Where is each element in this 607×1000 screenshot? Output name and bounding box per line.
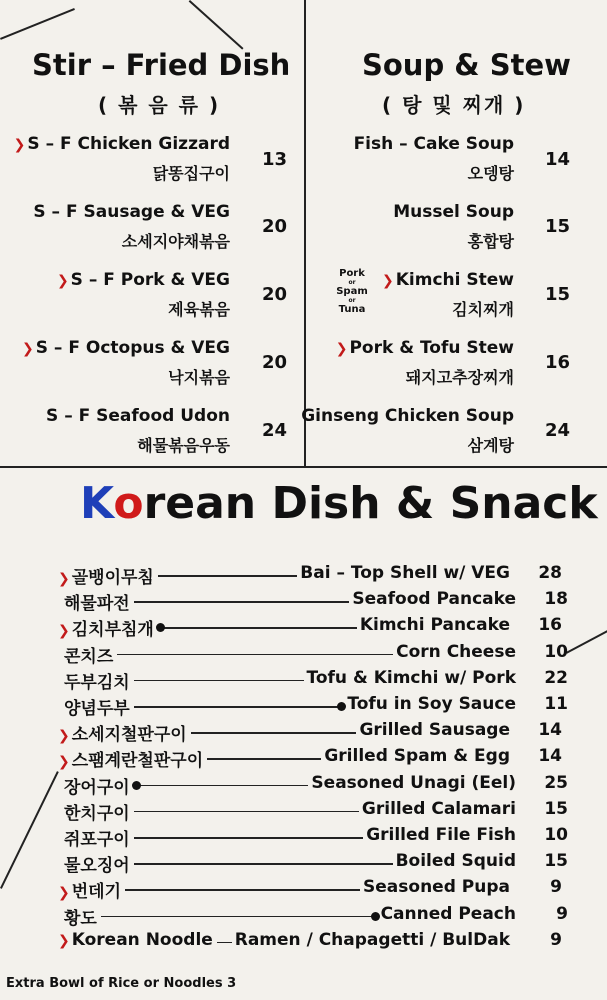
leader-line	[158, 575, 297, 577]
chili-pepper-icon: ❯	[56, 273, 69, 289]
item-english-name: Seafood Pancake	[352, 589, 516, 610]
chili-pepper-icon: ❯	[58, 571, 70, 587]
item-price: 11	[544, 694, 568, 714]
item-korean-name: ❯ 골뱅이무침	[58, 568, 154, 588]
kimchi-stew-protein-options: Pork or Spam or Tuna	[336, 268, 368, 315]
menu-row	[58, 720, 588, 744]
item-korean-name: ❯ 번데기	[58, 882, 122, 903]
item-price: 24	[262, 420, 288, 441]
item-price: 15	[545, 284, 571, 305]
item-price: 15	[544, 798, 568, 819]
menu-row	[58, 877, 588, 901]
korean-dish-title: Korean Dish & Snack	[80, 478, 598, 529]
menu-item: S – F Sausage & VEG 소세지야채볶음	[33, 202, 230, 251]
menu-item: ❯ Kimchi Stew 김치찌개	[382, 270, 514, 319]
leader-line	[217, 942, 232, 944]
menu-item: Fish – Cake Soup 오뎅탕	[353, 134, 514, 183]
stir-fried-title: Stir – Fried Dish	[32, 48, 291, 82]
item-price: 20	[262, 284, 288, 305]
leader-line	[158, 627, 357, 629]
soup-stew-title: Soup & Stew	[362, 48, 571, 82]
item-english-name: Canned Peach	[380, 903, 516, 924]
menu-row	[64, 668, 594, 692]
leader-dot	[337, 702, 346, 711]
item-price: 13	[262, 149, 288, 170]
menu-row	[64, 799, 594, 823]
footer-note: Extra Bowl of Rice or Noodles 3	[6, 976, 237, 991]
item-price: 9	[550, 877, 562, 898]
item-korean-name: ❯ Korean Noodle	[58, 929, 213, 950]
chili-pepper-icon: ❯	[382, 273, 394, 289]
leader-line	[134, 811, 359, 813]
item-english-name: Corn Cheese	[396, 641, 516, 662]
leader-line	[125, 889, 360, 891]
leader-line	[117, 654, 393, 656]
item-english-name: Grilled File Fish	[366, 825, 516, 845]
item-english-name: Bai – Top Shell w/ VEG	[300, 563, 510, 583]
item-english-name: Boiled Squid	[395, 851, 516, 872]
item-korean-name: 쥐포구이	[64, 830, 130, 850]
leader-line	[134, 706, 344, 708]
item-price: 15	[544, 851, 568, 872]
item-price: 22	[544, 667, 568, 688]
menu-row	[64, 694, 594, 718]
leader-line	[134, 837, 363, 839]
item-price: 16	[538, 615, 562, 636]
menu-row	[58, 615, 588, 639]
menu-row	[64, 825, 594, 849]
leader-dot	[371, 912, 380, 921]
chili-pepper-icon: ❯	[22, 341, 34, 357]
item-korean-name: 한치구이	[64, 803, 130, 824]
leader-line	[207, 758, 321, 760]
menu-row	[64, 642, 594, 666]
stir-fried-subtitle: ( 볶 음 류 )	[98, 93, 221, 117]
item-price: 28	[538, 563, 562, 583]
chili-pepper-icon: ❯	[58, 623, 70, 640]
item-price: 9	[550, 929, 562, 950]
item-price: 14	[538, 746, 562, 767]
menu-row	[58, 563, 588, 587]
soup-stew-subtitle: ( 탕 및 찌개 )	[382, 93, 526, 117]
item-korean-name: 두부김치	[64, 672, 130, 693]
leader-line	[101, 916, 378, 918]
menu-item: ❯ S – F Chicken Gizzard 닭똥집구이	[13, 134, 230, 183]
item-korean-name: 콘치즈	[64, 646, 114, 667]
item-korean-name: 양념두부	[64, 699, 130, 719]
vertical-divider	[304, 0, 306, 468]
chili-pepper-icon: ❯	[58, 754, 70, 771]
chili-pepper-icon: ❯	[58, 932, 70, 949]
menu-row	[64, 851, 594, 875]
menu-row	[64, 773, 594, 797]
item-price: 15	[545, 216, 571, 237]
decorative-line-top-center	[189, 0, 244, 50]
menu-item: ❯ S – F Pork & VEG 제육볶음	[56, 270, 230, 319]
item-english-name: Grilled Calamari	[361, 798, 516, 819]
item-english-name: Seasoned Pupa	[363, 877, 510, 898]
item-korean-name: 황도	[64, 908, 97, 929]
menu-item: Mussel Soup 홍합탕	[393, 202, 514, 251]
leader-line	[134, 863, 393, 865]
item-english-name: Grilled Sausage	[359, 720, 510, 741]
menu-row	[58, 930, 588, 954]
item-english-name: Kimchi Pancake	[359, 615, 510, 636]
leader-dot	[156, 623, 165, 632]
item-korean-name: 물오징어	[64, 856, 130, 877]
item-price: 20	[262, 216, 288, 237]
menu-row	[64, 589, 594, 613]
item-price: 18	[544, 589, 568, 610]
item-english-name: Ramen / Chapagetti / BulDak	[234, 929, 510, 950]
item-english-name: Seasoned Unagi (Eel)	[311, 772, 516, 793]
item-price: 20	[262, 352, 288, 373]
chili-pepper-icon: ❯	[335, 341, 348, 357]
decorative-line-left	[0, 771, 59, 889]
item-price: 14	[545, 149, 571, 170]
menu-item: ❯ S – F Octopus & VEG 낙지볶음	[22, 338, 230, 387]
menu-item: S – F Seafood Udon 해물볶음우동	[46, 406, 230, 455]
leader-dot	[132, 781, 141, 790]
menu-row	[58, 746, 588, 770]
chili-pepper-icon: ❯	[58, 885, 70, 902]
item-english-name: Tofu & Kimchi w/ Pork	[306, 667, 516, 688]
item-korean-name: 해물파전	[64, 594, 130, 615]
item-price: 10	[544, 825, 568, 845]
item-price: 24	[545, 420, 571, 441]
item-english-name: Tofu in Soy Sauce	[347, 694, 516, 714]
leader-line	[134, 680, 304, 682]
leader-line	[134, 785, 308, 787]
leader-line	[191, 732, 356, 734]
leader-line	[134, 601, 349, 603]
menu-item: Ginseng Chicken Soup 삼계탕	[301, 406, 514, 455]
item-price: 14	[538, 720, 562, 741]
item-price: 10	[544, 641, 568, 662]
item-korean-name: ❯ 소세지철판구이	[58, 725, 187, 746]
decorative-line-top-left	[0, 8, 75, 40]
item-price: 9	[556, 903, 568, 924]
chili-pepper-icon: ❯	[58, 728, 70, 745]
item-korean-name: ❯ 김치부침개	[58, 620, 154, 641]
item-korean-name: ❯ 스팸계란철판구이	[58, 751, 204, 772]
menu-item: ❯ Pork & Tofu Stew 돼지고추장찌개	[335, 338, 514, 387]
menu-row	[64, 904, 594, 928]
item-price: 16	[545, 352, 571, 373]
item-english-name: Grilled Spam & Egg	[324, 746, 510, 767]
item-price: 25	[544, 772, 568, 793]
horizontal-divider	[0, 466, 607, 468]
item-korean-name: 장어구이	[64, 777, 130, 798]
chili-pepper-icon: ❯	[13, 137, 26, 153]
